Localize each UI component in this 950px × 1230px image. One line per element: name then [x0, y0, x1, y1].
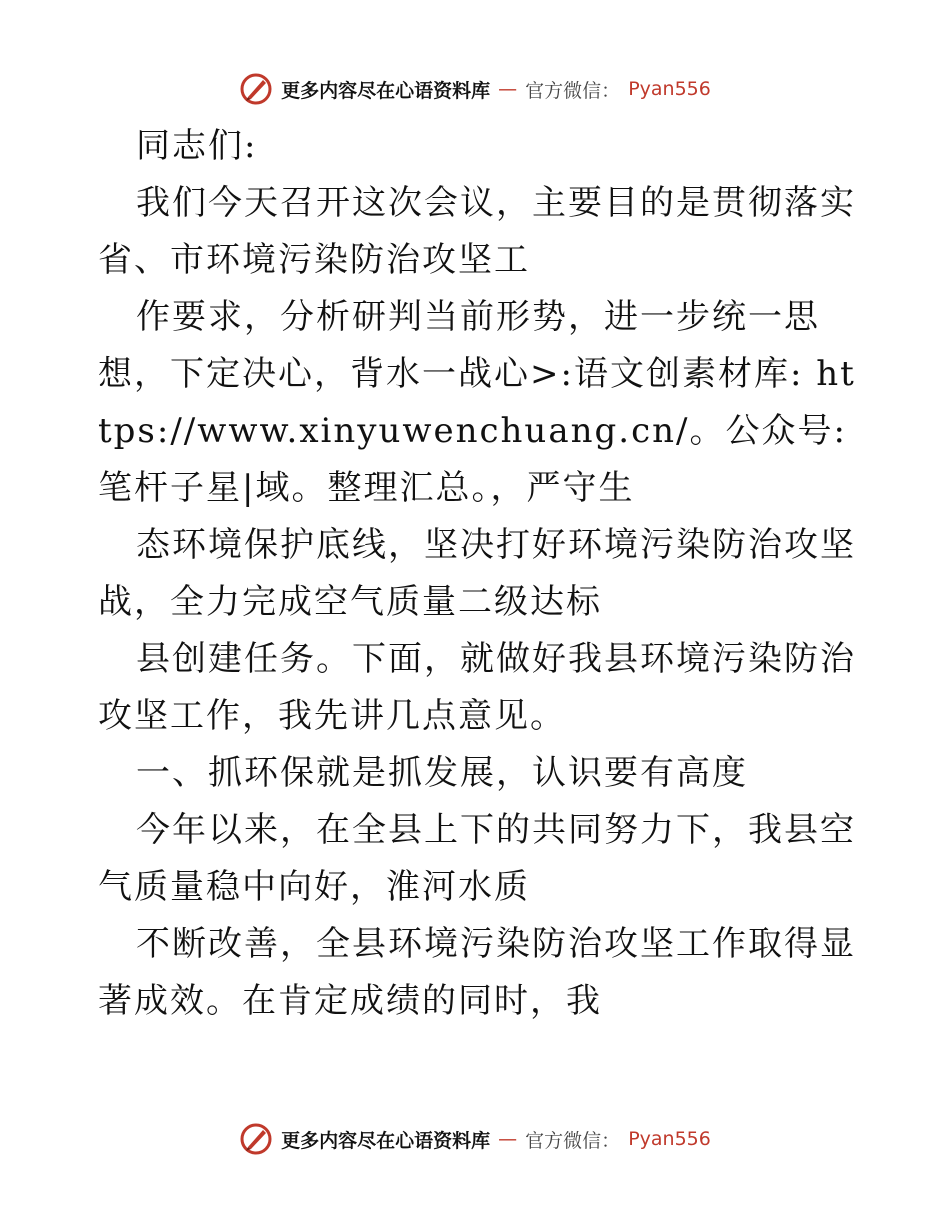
paragraph-4: 态环境保护底线，坚决打好环境污染防治攻坚战，全力完成空气质量二级达标: [98, 525, 856, 622]
header-banner: [0, 72, 950, 106]
paragraph-1: 同志们:: [136, 126, 258, 166]
paragraph-7: 不断改善，全县环境污染防治攻坚工作取得显著成效。在肯定成绩的同时，我: [98, 924, 856, 1021]
quill-pen-logo-icon: [239, 1122, 273, 1156]
document-body: [98, 118, 858, 1030]
paragraph-2: 我们今天召开这次会议，主要目的是贯彻落实省、市环境污染防治攻坚工: [98, 183, 856, 280]
banner-wechat-label: 官方微信：: [525, 79, 621, 102]
banner-dash: —: [498, 1128, 518, 1150]
banner-wechat-label: 官方微信：: [525, 1129, 621, 1152]
footer-banner: [0, 1122, 950, 1156]
banner-wechat-id: Pyan556: [628, 1128, 711, 1150]
paragraph-5: 县创建任务。下面，就做好我县环境污染防治攻坚工作，我先讲几点意见。: [98, 639, 856, 736]
banner-lead-text: 更多内容尽在心语资料库: [281, 1129, 491, 1152]
quill-pen-logo-icon: [239, 72, 273, 106]
banner-dash: —: [498, 78, 518, 100]
section-heading-1: 一、抓环保就是抓发展，认识要有高度: [136, 753, 748, 793]
banner-wechat-id: Pyan556: [628, 78, 711, 100]
paragraph-6: 今年以来，在全县上下的共同努力下，我县空气质量稳中向好，淮河水质: [98, 810, 856, 907]
paragraph-3: 作要求，分析研判当前形势，进一步统一思想，下定决心，背水一战心>:语文创素材库: https://www.xinyuwenchuang.cn/。公众号: 笔杆子星|域。整理汇总。，严守生: [98, 297, 856, 508]
banner-lead-text: 更多内容尽在心语资料库: [281, 79, 491, 102]
